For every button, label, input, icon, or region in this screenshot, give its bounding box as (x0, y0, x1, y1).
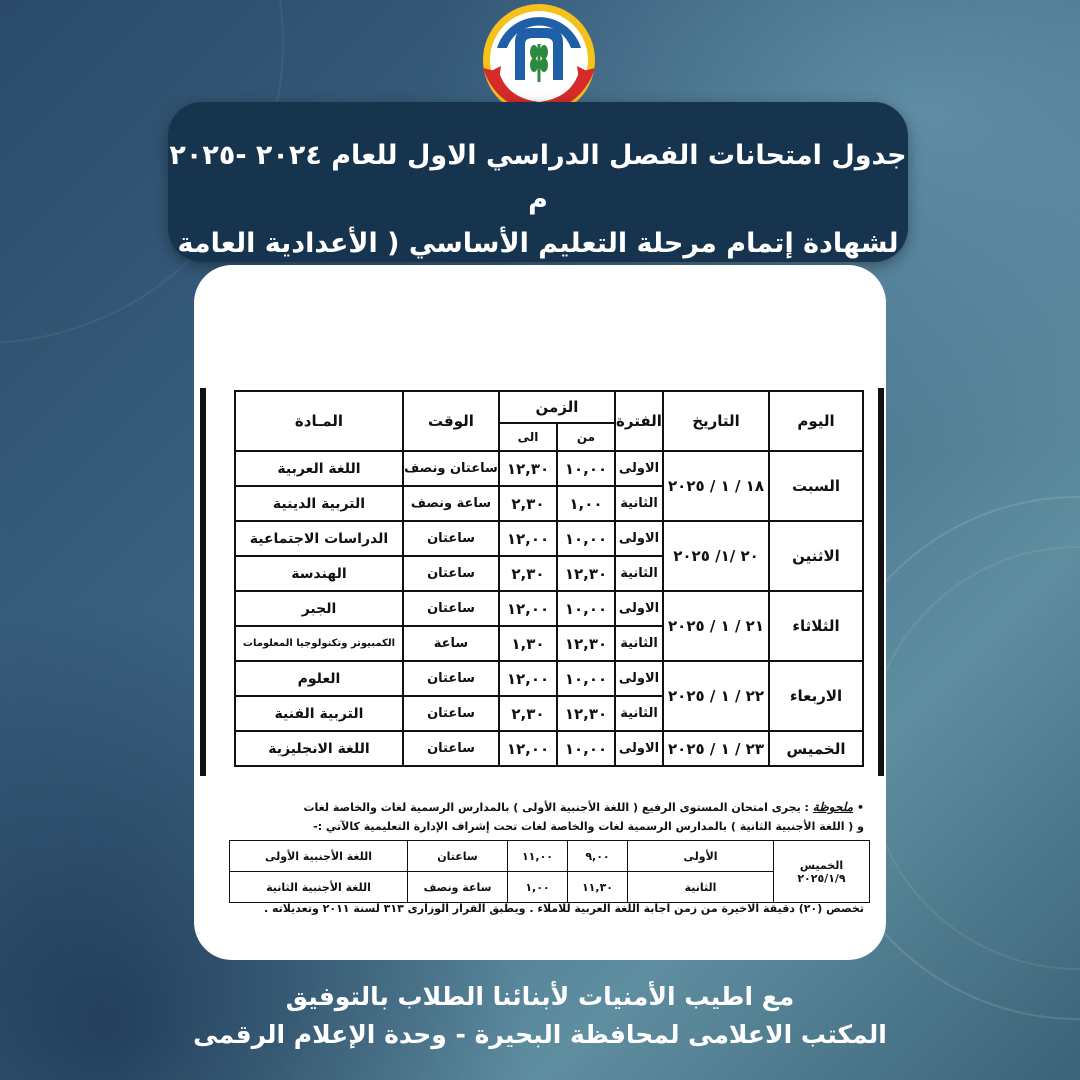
subject-cell: العلوم (235, 661, 403, 696)
subject-cell: الجبر (235, 591, 403, 626)
note-line-1: • ملحوظة : يجرى امتحان المستوى الرفيع ( اللغة الأجنبية الأولى ) بالمدارس الرسمية لغات والخاصة لغات (303, 800, 864, 814)
period-cell: الثانية (615, 486, 663, 521)
lang-date: ٢٠٢٥/١/٩ (797, 871, 846, 885)
date-cell: ٢٣ / ١ / ٢٠٢٥ (663, 731, 769, 766)
from-cell: ١٠,٠٠ (557, 521, 615, 556)
period-cell: الثانية (615, 696, 663, 731)
table-row (235, 521, 863, 556)
note-label: ملحوظة (812, 800, 854, 814)
day-cell: الخميس (769, 731, 863, 766)
from-cell: ١٢,٣٠ (557, 626, 615, 661)
foreign-language-table (229, 840, 870, 903)
from-cell: ١,٠٠ (557, 486, 615, 521)
header-to: الى (499, 423, 557, 451)
period-cell: الثانية (628, 872, 774, 903)
header-from: من (557, 423, 615, 451)
header-period: الفترة (615, 391, 663, 451)
to-cell: ٢,٣٠ (499, 486, 557, 521)
footer-line-1: مع اطيب الأمنيات لأبنائنا الطلاب بالتوفيق (285, 982, 795, 1011)
from-cell: ١٠,٠٠ (557, 451, 615, 486)
duration-cell: ساعتان (403, 696, 499, 731)
subject-cell: اللغة الانجليزية (235, 731, 403, 766)
subject-cell: الهندسة (235, 556, 403, 591)
period-cell: الاولى (615, 731, 663, 766)
from-cell: ١٢,٣٠ (557, 696, 615, 731)
sheet-border-left (200, 388, 206, 776)
subject-cell: التربية الفنية (235, 696, 403, 731)
note-text-1: : يجرى امتحان المستوى الرفيع ( اللغة الأجنبية الأولى ) بالمدارس الرسمية لغات والخاصة لغات (303, 801, 809, 814)
to-cell: ١٢,٣٠ (499, 451, 557, 486)
duration-cell: ساعتان (403, 521, 499, 556)
duration-cell: ساعة (403, 626, 499, 661)
from-cell: ١٢,٣٠ (557, 556, 615, 591)
to-cell: ٢,٣٠ (499, 556, 557, 591)
duration-cell: ساعة ونصف (403, 486, 499, 521)
duration-cell: ساعتان (403, 556, 499, 591)
notes-block (234, 798, 864, 836)
duration-cell: ساعتان (403, 591, 499, 626)
day-cell: السبت (769, 451, 863, 521)
note-line-2: و ( اللغة الأجنبية الثانية ) بالمدارس الرسمية لغات والخاصة لغات تحت إشراف الإدارة التعليمية كالآتي :- (313, 820, 864, 833)
footnote: تخصص (٢٠) دقيقة الاخيرة من زمن اجابة اللغة العربية للاملاء . ويطبق القرار الوزارى ٣١٣ لسنة ٢٠١١ وتعديلاته . (264, 902, 864, 915)
title-line-1: جدول امتحانات الفصل الدراسي الاول للعام ٢٠٢٤ -٢٠٢٥ م (169, 140, 907, 215)
footer-line-2: المكتب الاعلامى لمحافظة البحيرة - وحدة الإعلام الرقمى (193, 1020, 887, 1049)
lang-day-date-cell (774, 841, 870, 903)
period-cell: الاولى (615, 521, 663, 556)
table-row (235, 731, 863, 766)
header-duration: الوقت (403, 391, 499, 451)
subject-cell: اللغة العربية (235, 451, 403, 486)
to-cell: ١٢,٠٠ (499, 521, 557, 556)
duration-cell: ساعتان (403, 731, 499, 766)
duration-cell: ساعتان ونصف (403, 451, 499, 486)
to-cell: ١٢,٠٠ (499, 731, 557, 766)
from-cell: ١١,٣٠ (568, 872, 628, 903)
table-row (230, 841, 870, 872)
to-cell: ١٢,٠٠ (499, 591, 557, 626)
to-cell: ١,٠٠ (508, 872, 568, 903)
period-cell: الاولى (615, 591, 663, 626)
date-cell: ٢٠ /١/ ٢٠٢٥ (663, 521, 769, 591)
schedule-sheet (200, 388, 884, 915)
header-day: اليوم (769, 391, 863, 451)
to-cell: ١,٣٠ (499, 626, 557, 661)
header-subject: المـادة (235, 391, 403, 451)
subject-cell: الكمبيوتر وتكنولوجيا المعلومات (235, 626, 403, 661)
day-cell: الاثنين (769, 521, 863, 591)
table-row (235, 451, 863, 486)
subject-cell: اللغة الأجنبية الأولى (230, 841, 408, 872)
subject-cell: الدراسات الاجتماعية (235, 521, 403, 556)
duration-cell: ساعتان (408, 841, 508, 872)
subject-cell: التربية الدينية (235, 486, 403, 521)
exam-schedule-table (234, 390, 864, 767)
date-cell: ١٨ / ١ / ٢٠٢٥ (663, 451, 769, 521)
table-row (235, 661, 863, 696)
date-cell: ٢١ / ١ / ٢٠٢٥ (663, 591, 769, 661)
to-cell: ٢,٣٠ (499, 696, 557, 731)
day-cell: الثلاثاء (769, 591, 863, 661)
period-cell: الاولى (615, 451, 663, 486)
table-row (235, 591, 863, 626)
duration-cell: ساعة ونصف (408, 872, 508, 903)
from-cell: ١٠,٠٠ (557, 731, 615, 766)
header-date: التاريخ (663, 391, 769, 451)
period-cell: الثانية (615, 556, 663, 591)
duration-cell: ساعتان (403, 661, 499, 696)
period-cell: الاولى (615, 661, 663, 696)
from-cell: ٩,٠٠ (568, 841, 628, 872)
subject-cell: اللغة الأجنبية الثانية (230, 872, 408, 903)
sheet-border-right (878, 388, 884, 776)
to-cell: ١١,٠٠ (508, 841, 568, 872)
to-cell: ١٢,٠٠ (499, 661, 557, 696)
title-line-2: لشهادة إتمام مرحلة التعليم الأساسي ( الأعدادية العامة (177, 228, 899, 259)
lang-day: الخميس (799, 858, 844, 872)
period-cell: الثانية (615, 626, 663, 661)
day-cell: الاربعاء (769, 661, 863, 731)
date-cell: ٢٢ / ١ / ٢٠٢٥ (663, 661, 769, 731)
header-time-group: الزمن (499, 391, 615, 423)
from-cell: ١٠,٠٠ (557, 661, 615, 696)
from-cell: ١٠,٠٠ (557, 591, 615, 626)
title-banner (168, 102, 908, 262)
period-cell: الأولى (628, 841, 774, 872)
